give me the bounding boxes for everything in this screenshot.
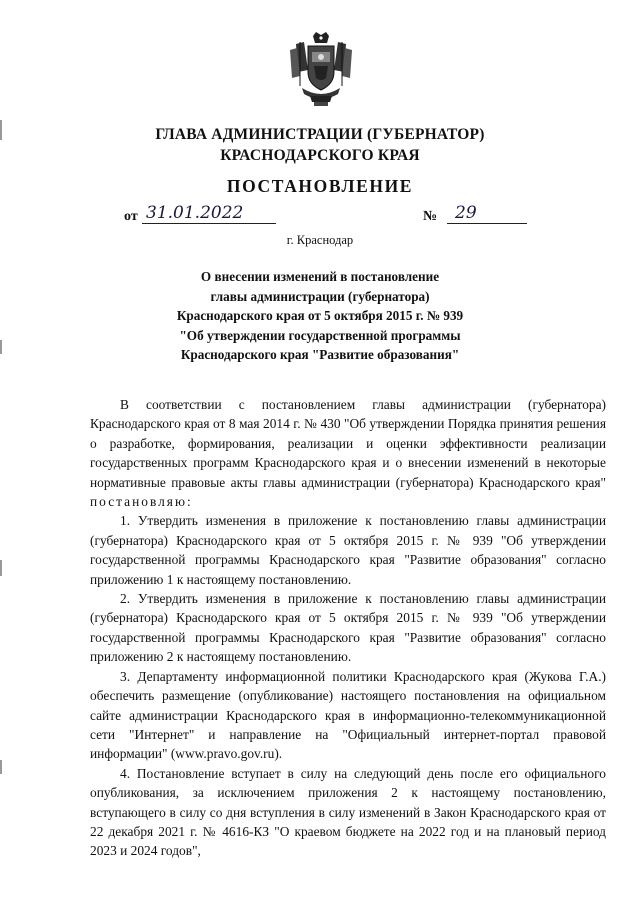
subject-line: главы администрации (губернатора) xyxy=(210,288,430,304)
decree-word: постановляю: xyxy=(90,494,193,510)
city-name: г. Краснодар xyxy=(286,233,354,247)
clause-3: 3. Департаменту информационной политики Краснодарского края (Жукова Г.А.) обеспечить размещение (опубликование) настоящего постановления на официальном сайте администрации Краснодарского края в информационно-телекоммуникационной сети "Интернет" и направление на "Официальный интернет-портал правовой информации" (www.pravo.gov.ru). xyxy=(90,668,606,762)
issuing-authority xyxy=(0,124,640,166)
subject-line: "Об утверждении государственной программы xyxy=(179,327,461,343)
number-prefix: № xyxy=(423,209,438,224)
handwritten-date: 31.01.2022 xyxy=(142,203,276,224)
intro-paragraph xyxy=(90,395,606,511)
clause-4: 4. Постановление вступает в силу на следующий день после его официального опубликования, за исключением приложения 2 к настоящему постановлению, вступающего в силу со дня вступления в силу изменений в Закон Краснодарского края от 22 декабря 2021 г. № 4616-КЗ "О краевом бюджете на 2022 год и на плановый период 2023 и 2024 годов", xyxy=(90,765,606,859)
scan-edge-mark xyxy=(0,560,2,576)
document-type-title: ПОСТАНОВЛЕНИЕ xyxy=(226,176,414,196)
intro-text: В соответствии с постановлением главы администрации (губернатора) Краснодарского края от 8 мая 2014 г. № 430 "Об утверждении Порядка принятия решения о разработке, формирования, реализации и оценки эффективности реализации государственных программ Краснодарского края и о внесении изменений в некоторые нормативные правовые акты главы администрации (губернатора) Краснодарского края" xyxy=(90,397,606,490)
scan-edge-mark xyxy=(0,760,2,774)
date-prefix: от xyxy=(124,209,138,224)
subject-line: О внесении изменений в постановление xyxy=(200,269,440,284)
document-body xyxy=(90,395,606,861)
authority-line-2: КРАСНОДАРСКОГО КРАЯ xyxy=(220,147,420,164)
coat-of-arms-emblem xyxy=(286,32,356,108)
date-number-row xyxy=(124,205,524,227)
authority-line-1: ГЛАВА АДМИНИСТРАЦИИ (ГУБЕРНАТОР) xyxy=(155,126,485,143)
subject-line: Краснодарского края от 5 октября 2015 г. № 939 xyxy=(176,308,464,323)
clause-2: 2. Утвердить изменения в приложение к постановлению главы администрации (губернатора) Краснодарского края от 5 октября 2015 г. № 939 "Об утверждении государственной программы Краснодарского края "Развитие образования" согласно приложению 2 к настоящему постановлению. xyxy=(90,591,606,665)
handwritten-number: 29 xyxy=(447,203,527,224)
clause-1: 1. Утвердить изменения в приложение к постановлению главы администрации (губернатора) Краснодарского края от 5 октября 2015 г. № 939 "Об утверждении государственной программы Краснодарского края "Развитие образования" согласно приложению 1 к настоящему постановлению. xyxy=(90,513,606,587)
subject-line: Краснодарского края "Развитие образования" xyxy=(180,347,460,362)
document-subject xyxy=(0,267,640,365)
